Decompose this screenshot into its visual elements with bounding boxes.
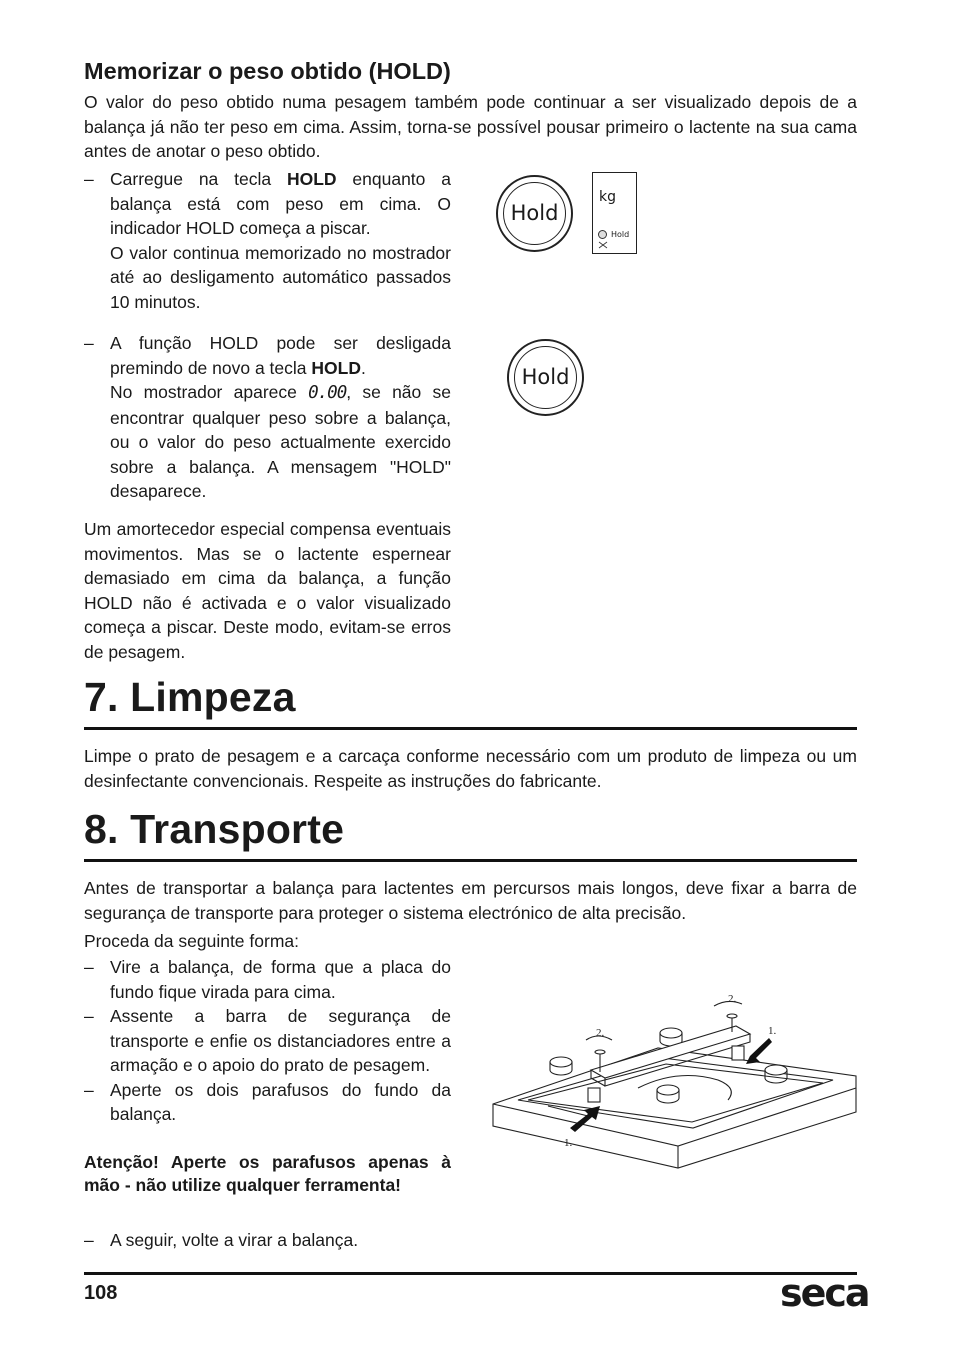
display-indicator-label: Hold	[611, 230, 630, 239]
hold-indicator-icon	[598, 230, 607, 239]
hold-intro: O valor do peso obtido numa pesagem também pode continuar a ser visualizado depois de a balança já não ter peso em cima. Assim, torna-se possível pousar primeiro o lactente na sua cama antes de anotar o peso obtido.	[84, 92, 857, 161]
list-dash: –	[84, 333, 94, 353]
warning-note: Atenção! Aperte os parafusos apenas à mão - não utilize qualquer ferramenta!	[84, 1152, 451, 1195]
hold-item-2: – A função HOLD pode ser desligada premindo de novo a tecla HOLD. No mostrador aparece 0.00, se não se encontrar qualquer peso sobre a balança, ou o valor do peso actualmente exercido sobre a balança. A mensagem "HOLD" desaparece.	[84, 333, 451, 501]
list-item: – Vire a balança, de forma que a placa do fundo fique virada para cima.	[84, 957, 451, 1002]
hold-item-1: – Carregue na tecla HOLD enquanto a balança está com peso em cima. O indicador HOLD começa a piscar. O valor continua memorizado no mostrador até ao desligamento automático passados 10 minutos.	[84, 169, 451, 312]
hold-section-title: Memorizar o peso obtido (HOLD)	[84, 58, 451, 84]
blink-icon	[598, 241, 608, 249]
page-number: 108	[84, 1282, 118, 1304]
footer-divider	[84, 1272, 857, 1275]
cleaning-text: Limpe o prato de pesagem e a carcaça conforme necessário com um produto de limpeza ou um desinfectante convencionais. Respeite as instruções do fabricante.	[84, 746, 857, 791]
section-divider	[84, 727, 857, 730]
figure-label: 2.	[728, 993, 737, 1005]
list-item: – Aperte os dois parafusos do fundo da balança.	[84, 1079, 451, 1124]
transport-intro: Antes de transportar a balança para lactentes em percursos mais longos, deve fixar a barra de segurança de transporte para proteger o sistema electrónico de alta precisão.	[84, 878, 857, 923]
display-panel	[592, 172, 637, 254]
transport-proceed: Proceda da seguinte forma:	[84, 931, 299, 951]
section-title-transport: 8. Transporte	[84, 806, 345, 852]
seca-logo: seca	[780, 1271, 869, 1315]
figure-label: 1.	[768, 1025, 777, 1037]
transport-steps	[84, 955, 451, 1127]
damper-paragraph: Um amortecedor especial compensa eventuais movimentos. Mas se o lactente espernear demasiado em cima da balança, a função HOLD não é activada e o valor visualizado começa a piscar. Deste modo, evitam-se erros de pesagem.	[84, 519, 451, 662]
transport-bar-illustration	[488, 988, 858, 1173]
section-divider	[84, 859, 857, 862]
figure-label: 1.	[564, 1137, 573, 1149]
transport-last-step: – A seguir, volte a virar a balança.	[84, 1230, 359, 1250]
zero-display-value: 0.00	[308, 383, 347, 403]
section-title-cleaning: 7. Limpeza	[84, 674, 296, 720]
figure-label: 2.	[596, 1027, 605, 1039]
list-dash: –	[84, 169, 94, 189]
display-unit: kg	[599, 189, 616, 205]
hold-button-icon: Hold	[496, 175, 573, 252]
hold-button-icon: Hold	[507, 339, 584, 416]
list-item: – Assente a barra de segurança de transporte e enfie os distanciadores entre a armação e o apoio do prato de pesagem.	[84, 1006, 451, 1075]
